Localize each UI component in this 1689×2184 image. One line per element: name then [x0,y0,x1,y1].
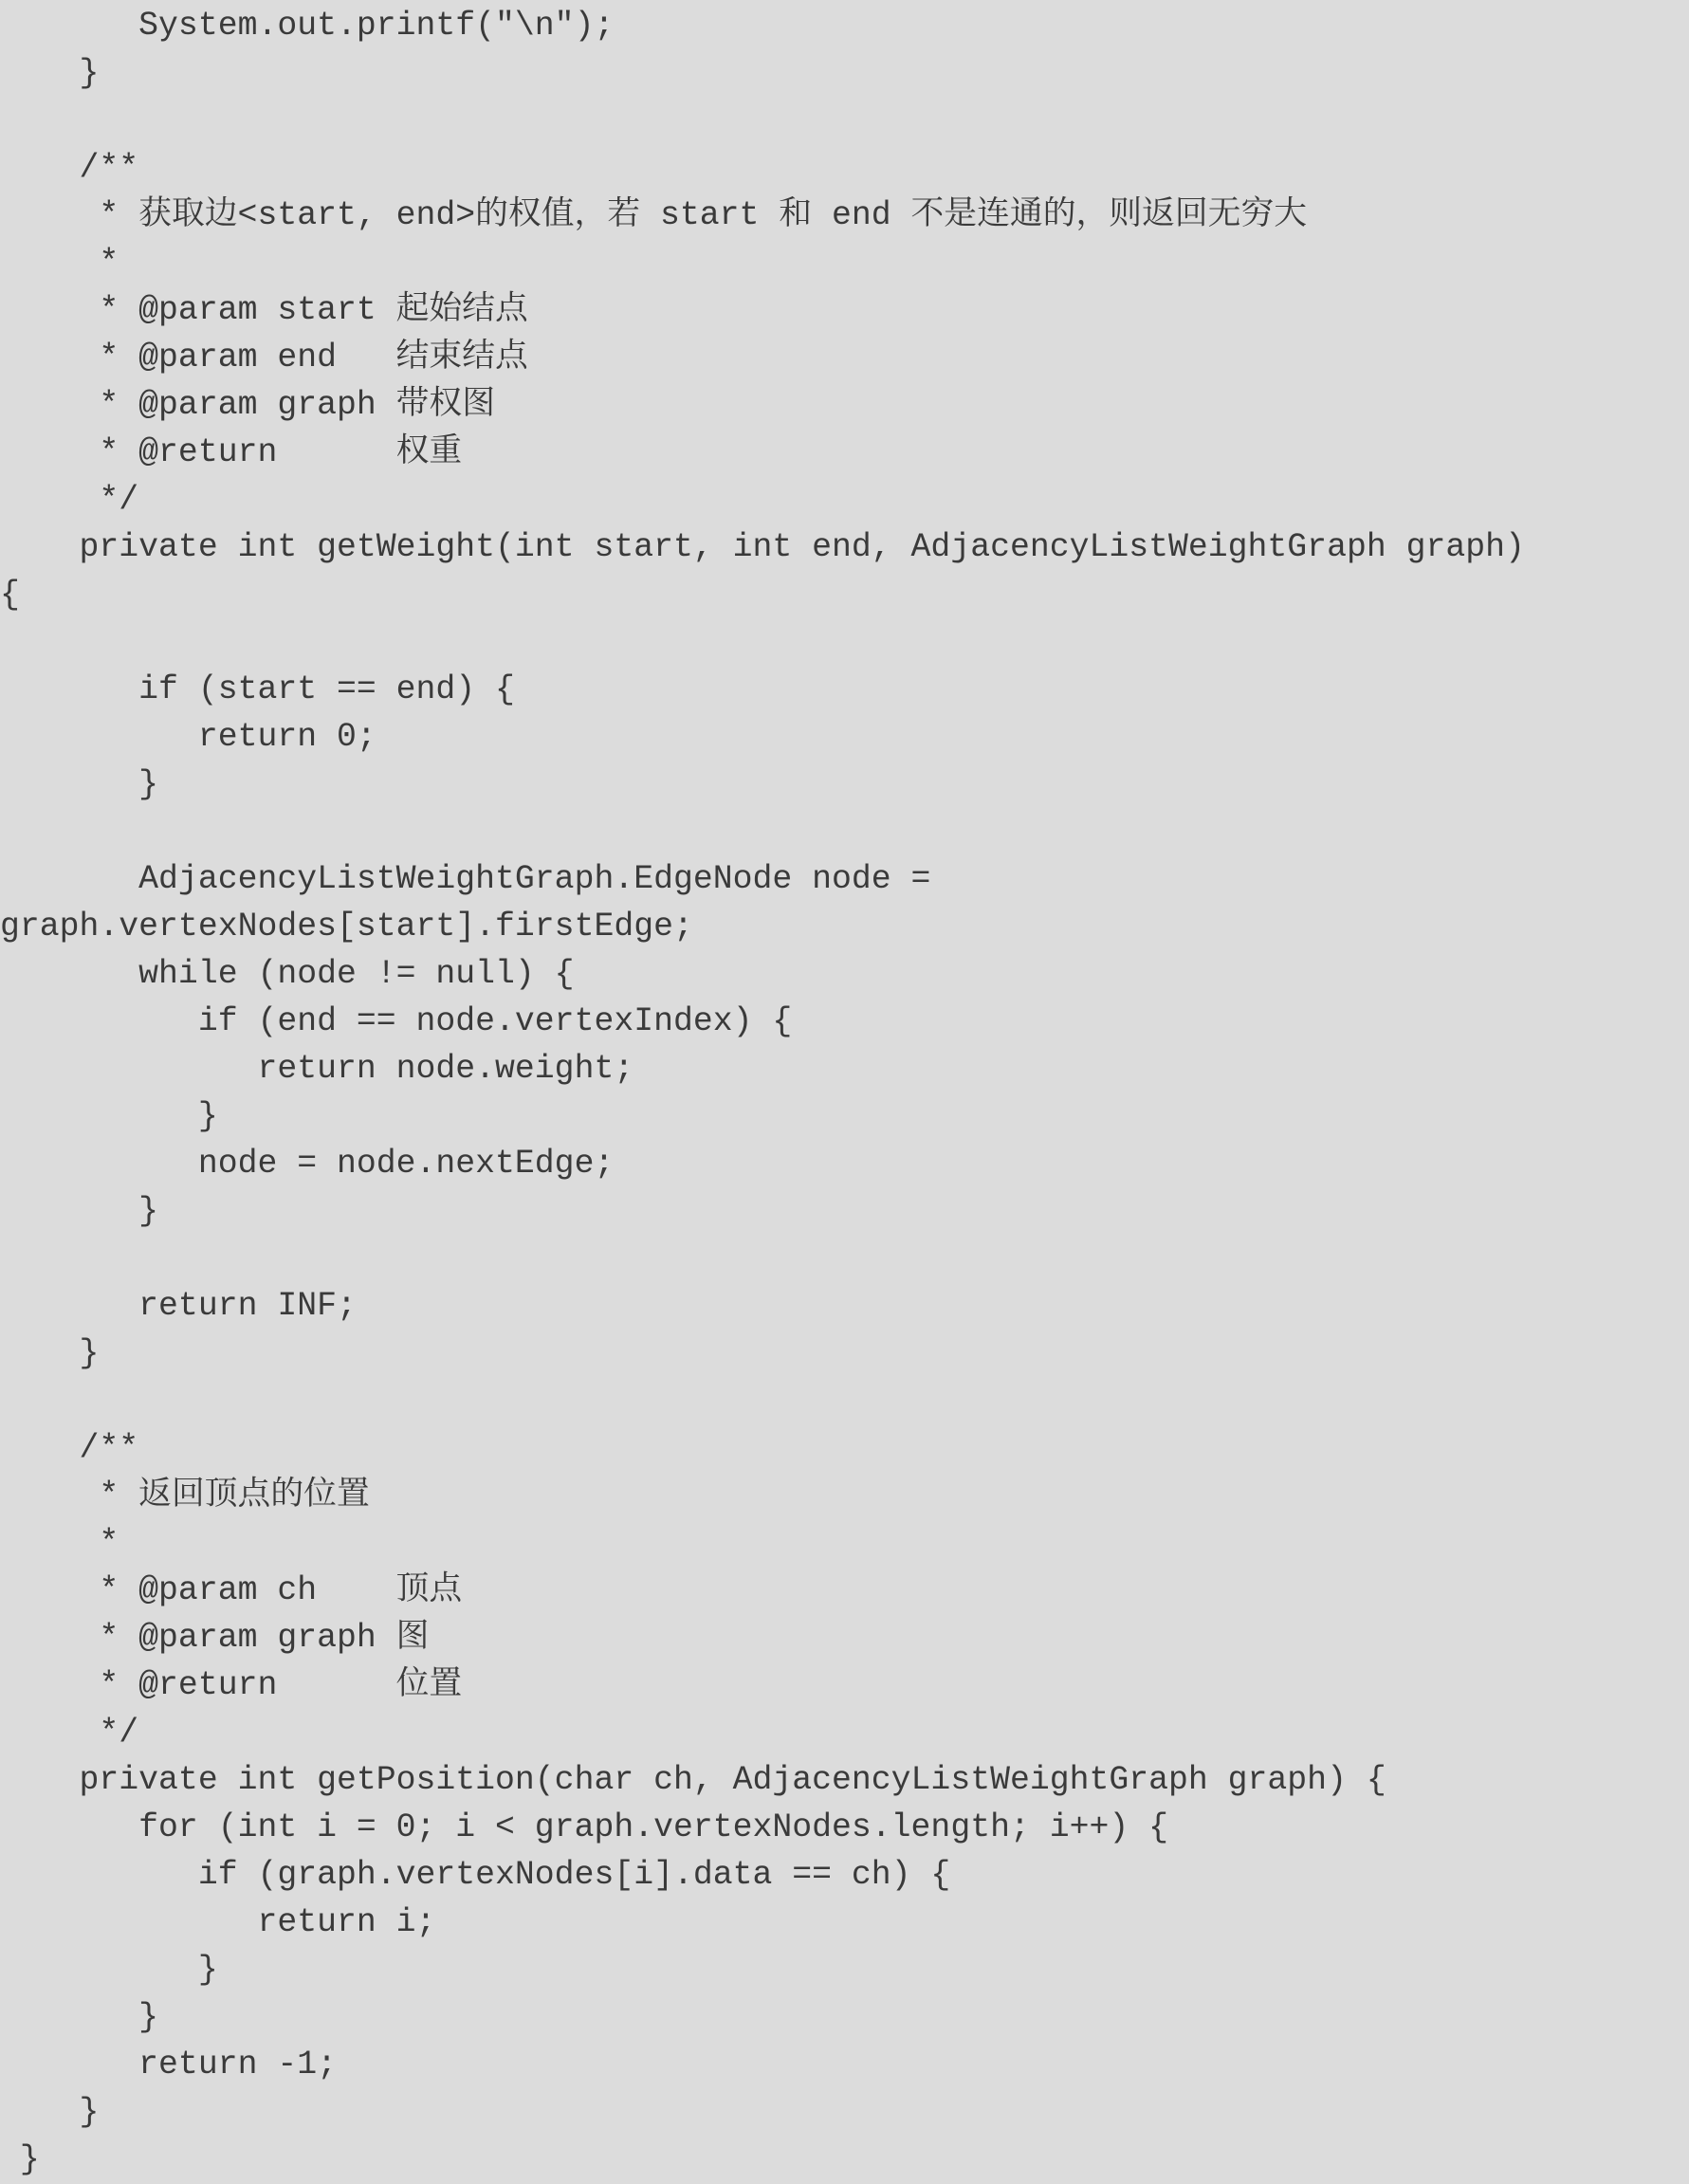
code-line: { [0,577,20,614]
code-line: AdjacencyListWeightGraph.EdgeNode node = [0,861,931,898]
code-line: /** [0,150,139,187]
code-line: if (end == node.vertexIndex) { [0,1003,793,1040]
code-line: * 获取边<start, end>的权值，若 start 和 end 不是连通的，则返回无穷大 [0,197,1308,234]
code-line: * [0,1525,119,1562]
code-line: } [0,2141,40,2178]
code-line: } [0,766,159,803]
code-line: while (node != null) { [0,956,575,993]
code-line: return 0; [0,719,376,756]
code-line: /** [0,1430,139,1467]
code-line: * @param end 结束结点 [0,340,528,376]
code-line: for (int i = 0; i < graph.vertexNodes.length; i++) { [0,1809,1169,1846]
code-line: return i; [0,1904,436,1941]
code-line: } [0,1193,159,1230]
code-line: graph.vertexNodes[start].firstEdge; [0,908,693,945]
code-line: */ [0,1715,139,1752]
code-line: * 返回顶点的位置 [0,1477,370,1514]
code-line: } [0,1999,159,2036]
code-line: return INF; [0,1288,357,1325]
code-line: * [0,245,119,282]
code-line: if (graph.vertexNodes[i].data == ch) { [0,1857,951,1894]
code-line: * @param ch 顶点 [0,1572,463,1609]
code-line: node = node.nextEdge; [0,1146,615,1183]
code-line: return -1; [0,2046,337,2083]
code-line: } [0,1098,218,1135]
code-line: * @return 权重 [0,434,463,471]
code-line: } [0,1335,100,1372]
code-line: * @param start 起始结点 [0,292,528,329]
code-line: * @param graph 图 [0,1620,430,1657]
code-line: if (start == end) { [0,671,515,708]
code-line: * @return 位置 [0,1667,463,1704]
code-line: private int getPosition(char ch, AdjacencyListWeightGraph graph) { [0,1762,1386,1799]
code-line: } [0,1952,218,1989]
code-line: return node.weight; [0,1051,634,1088]
code-line: */ [0,482,139,519]
code-line: } [0,2094,100,2131]
code-line: } [0,55,100,92]
code-line: * @param graph 带权图 [0,387,496,424]
code-line: System.out.printf("\n"); [0,8,615,45]
code-line: private int getWeight(int start, int end, AdjacencyListWeightGraph graph) [0,529,1525,566]
